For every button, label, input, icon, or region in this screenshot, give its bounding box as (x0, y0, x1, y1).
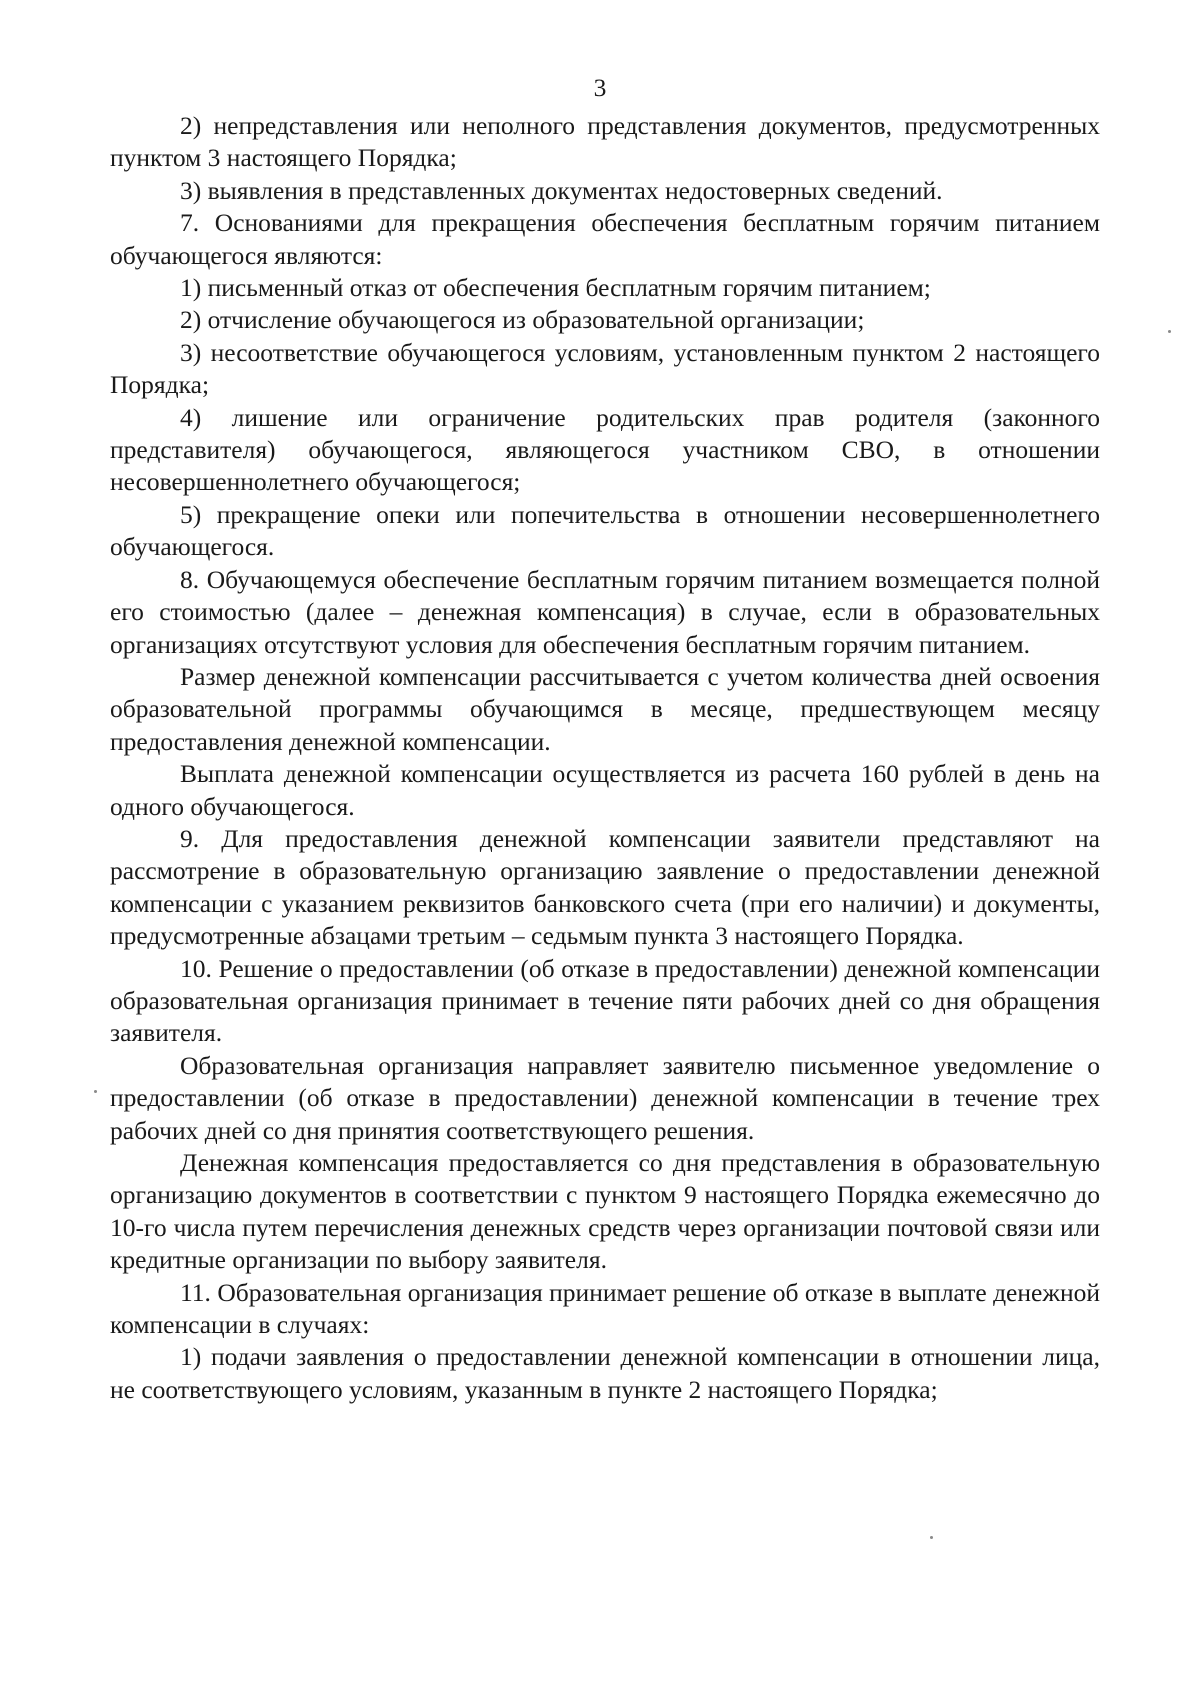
paragraph: 11. Образовательная организация принимает решение об отказе в выплате денежной компенсации в случаях: (110, 1277, 1100, 1340)
paragraph: 9. Для предоставления денежной компенсации заявители представляют на рассмотрение в образовательную организацию заявление о предоставлении денежной компенсации с указанием реквизитов банковского счета (при его наличии) и документы, предусмотренные абзацами третьим – седьмым пункта 3 настоящего Порядка. (110, 823, 1100, 951)
document-body (110, 110, 1100, 1406)
paragraph: Образовательная организация направляет заявителю письменное уведомление о предоставлении (об отказе в предоставлении) денежной компенсации в течение трех рабочих дней со дня принятия соответствующего решения. (110, 1050, 1100, 1145)
paragraph: Размер денежной компенсации рассчитывается с учетом количества дней освоения образовательной программы обучающимся в месяце, предшествующем месяцу предоставления денежной компенсации. (110, 661, 1100, 756)
paragraph: 8. Обучающемуся обеспечение бесплатным горячим питанием возмещается полной его стоимостью (далее – денежная компенсация) в случае, если в образовательных организациях отсутствуют условия для обеспечения бесплатным горячим питанием. (110, 564, 1100, 659)
scan-speck (930, 1536, 933, 1539)
paragraph: 2) отчисление обучающегося из образовательной организации; (180, 305, 865, 335)
paragraph: 5) прекращение опеки или попечительства в отношении несовершеннолетнего обучающегося. (110, 499, 1100, 562)
paragraph: 2) непредставления или неполного представления документов, предусмотренных пунктом 3 настоящего Порядка; (110, 111, 1100, 173)
paragraph: 1) подачи заявления о предоставлении денежной компенсации в отношении лица, не соответствующего условиям, указанным в пункте 2 настоящего Порядка; (110, 1342, 1100, 1404)
paragraph: 4) лишение или ограничение родительских прав родителя (законного представителя) обучающегося, являющегося участником СВО, в отношении несовершеннолетнего обучающегося; (110, 402, 1100, 497)
page-number: 3 (593, 73, 607, 102)
paragraph: 10. Решение о предоставлении (об отказе в предоставлении) денежной компенсации образовательная организация принимает в течение пяти рабочих дней со дня обращения заявителя. (110, 953, 1100, 1048)
paragraph: 7. Основаниями для прекращения обеспечения бесплатным горячим питанием обучающегося являются: (110, 208, 1100, 270)
paragraph: Выплата денежной компенсации осуществляется из расчета 160 рублей в день на одного обучающегося. (110, 759, 1100, 821)
paragraph: Денежная компенсация предоставляется со дня представления в образовательную организацию документов в соответствии с пунктом 9 настоящего Порядка ежемесячно до 10-го числа путем перечисления денежных средств через организации почтовой связи или кредитные организации по выбору заявителя. (110, 1148, 1100, 1275)
paragraph: 3) выявления в представленных документах недостоверных сведений. (180, 175, 943, 205)
paragraph: 3) несоответствие обучающегося условиям, установленным пунктом 2 настоящего Порядка; (110, 337, 1100, 400)
scan-speck (1168, 330, 1171, 333)
paragraph: 1) письменный отказ от обеспечения бесплатным горячим питанием; (180, 273, 931, 303)
scan-speck (94, 1090, 97, 1093)
